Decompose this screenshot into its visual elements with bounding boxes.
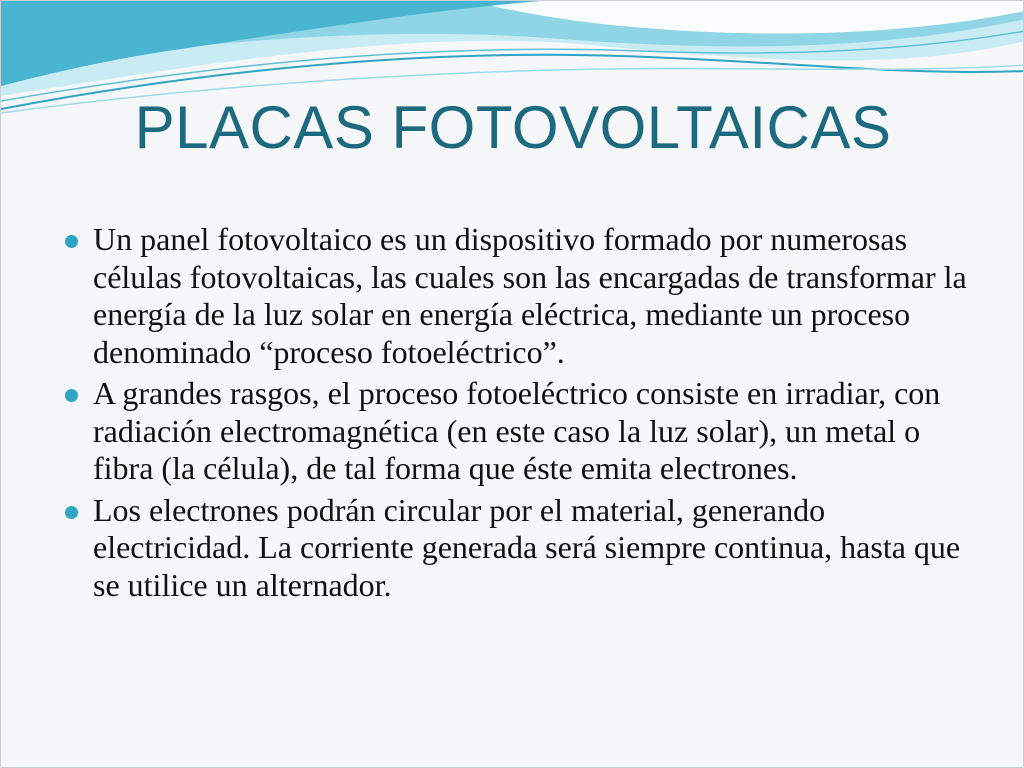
bullet-text-1: Un panel fotovoltaico es un dispositivo formado por numerosas células fotovoltaicas, las cuales son las encargadas de transformar la energía de la luz solar en energía eléctrica, mediante un proceso denominado “proceso fotoeléctrico”. — [93, 221, 967, 370]
bullet-dot-icon — [65, 389, 78, 402]
bullet-text-2: A grandes rasgos, el proceso fotoeléctrico consiste en irradiar, con radiación electromagnética (en este caso la luz solar), un metal o fibra (la célula), de tal forma que éste emita electrones. — [93, 375, 941, 486]
bullet-list — [63, 221, 973, 608]
slide-title: PLACAS FOTOVOLTAICAS — [134, 94, 892, 161]
bullet-dot-icon — [65, 235, 78, 248]
bullet-text-3: Los electrones podrán circular por el material, generando electricidad. La corriente generada será siempre continua, hasta que se utilice un alternador. — [93, 491, 961, 603]
bullet-item-1 — [63, 221, 973, 371]
bullet-item-3 — [63, 492, 973, 605]
bullet-item-2 — [63, 375, 973, 488]
bullet-dot-icon — [65, 506, 78, 519]
